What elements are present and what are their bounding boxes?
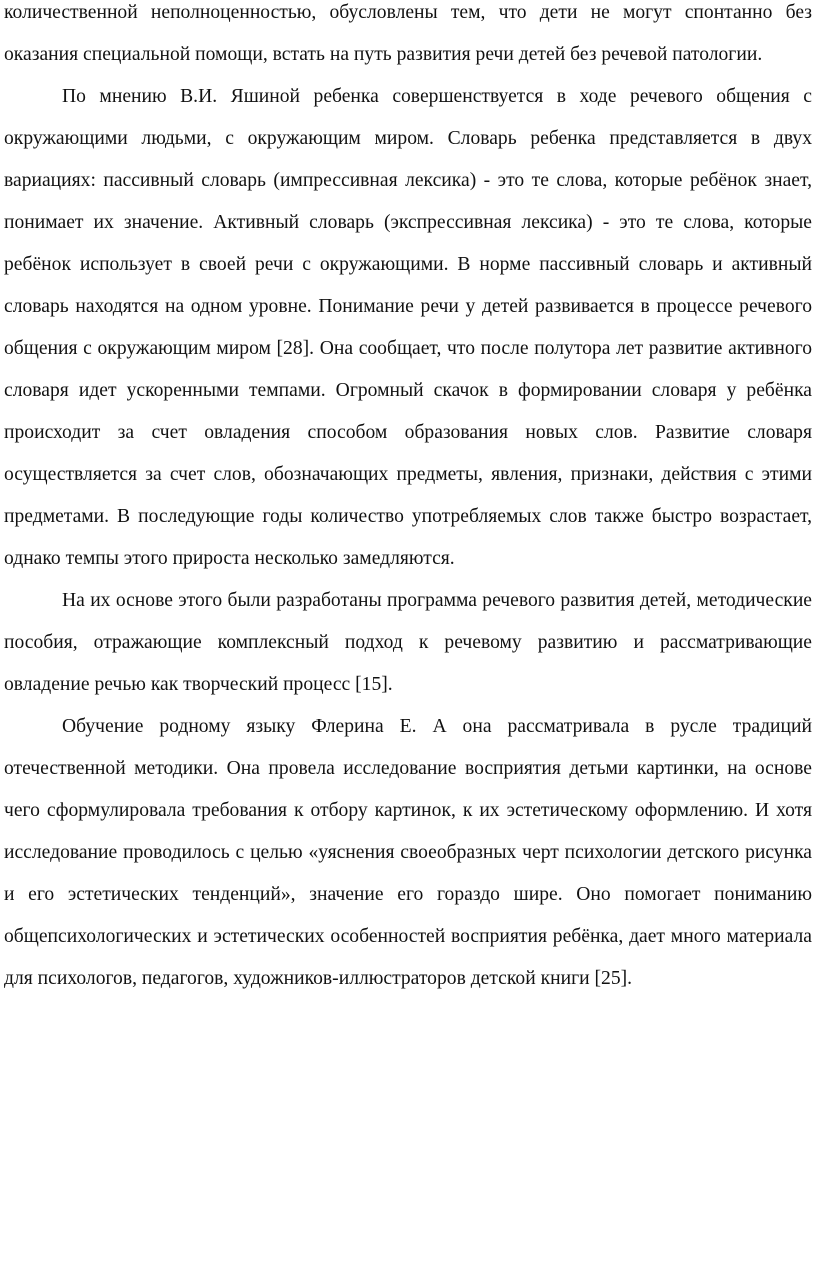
paragraph-continuation: количественной неполноценностью, обусловлены тем, что дети не могут спонтанно без оказания специальной помощи, встать на путь развития речи детей без речевой патологии. [4, 2, 812, 65]
paragraph-speech-programs: На их основе этого были разработаны программа речевого развития детей, методические пособия, отражающие комплексный подход к речевому развитию и рассматривающие овладение речью как творческий процесс [15]. [4, 590, 812, 695]
paragraph-vocabulary-development: По мнению В.И. Яшиной ребенка совершенствуется в ходе речевого общения с окружающими людьми, с окружающим миром. Словарь ребенка представляется в двух вариациях: пассивный словарь (импрессивная лексика) - это те слова, которые ребёнок знает, понимает их значение. Активный словарь (экспрессивная лексика) - это те слова, которые ребёнок использует в своей речи с окружающими. В норме пассивный словарь и активный словарь находятся на одном уровне. Понимание речи у детей развивается в процессе речевого общения с окружающим миром [28]. Она сообщает, что после полутора лет развитие активного словаря идет ускоренными темпами. Огромный скачок в формировании словаря у ребёнка происходит за счет овладения способом образования новых слов. Развитие словаря осуществляется за счет слов, обозначающих предметы, явления, признаки, действия с этими предметами. В последующие годы количество употребляемых слов также быстро возрастает, однако темпы этого прироста несколько замедляются. [4, 86, 812, 569]
paragraph-flerina-research: Обучение родному языку Флерина Е. А она рассматривала в русле традиций отечественной методики. Она провела исследование восприятия детьми картинки, на основе чего сформулировала требования к отбору картинок, к их эстетическому оформлению. И хотя исследование проводилось с целью «уяснения своеобразных черт психологии детского рисунка и его эстетических тенденций», значение его гораздо шире. Оно помогает пониманию общепсихологических и эстетических особенностей восприятия ребёнка, дает много материала для психологов, педагогов, художников-иллюстраторов детской книги [25]. [4, 716, 812, 989]
